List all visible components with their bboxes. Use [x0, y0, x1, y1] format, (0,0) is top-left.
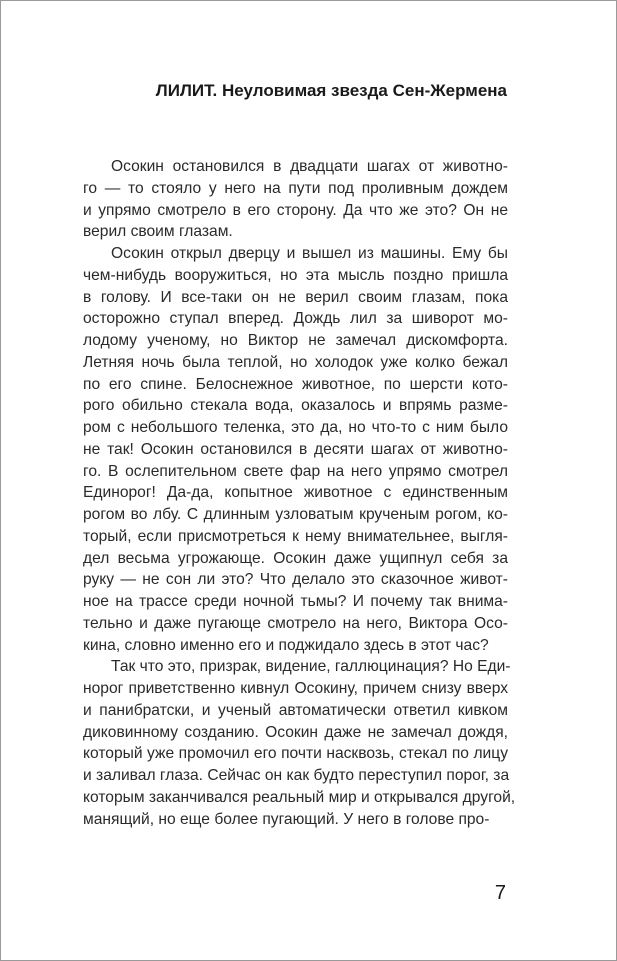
text-line: и панибратски, и ученый автоматически ответил кивком — [83, 701, 508, 719]
text-line: го. В ослепительном свете фар на него упрямо смотрел — [83, 462, 508, 480]
text-line: Осокин остановился в двадцати шагах от животно- — [111, 158, 508, 175]
text-line: диковинному созданию. Осокин даже не замечал дождя, — [83, 723, 508, 741]
text-line: и упрямо смотрело в его сторону. Да что же это? Он не — [83, 201, 508, 219]
text-line: верил своим глазам. — [83, 223, 233, 241]
text-line: руку — не сон ли это? Что делало это сказочное живот- — [83, 571, 508, 589]
text-line: го — то стояло у него на пути под проливным дождем — [83, 179, 508, 197]
text-line: Единорог! Да-да, копытное животное с единственным — [83, 484, 508, 502]
text-line: не так! Осокин остановился в десяти шагах от животно- — [83, 440, 508, 458]
text-line: и заливал глаза. Сейчас он как будто переступил порог, за — [83, 767, 510, 784]
text-line: Летняя ночь была теплой, но холодок уже колко бежал — [83, 353, 508, 371]
text-line: Так что это, призрак, видение, галлюцинация? Но Еди- — [111, 658, 511, 676]
text-line: ное на трассе среди ночной тьмы? И почему так внима- — [83, 593, 508, 610]
running-header: ЛИЛИТ. Неуловимая звезда Сен-Жермена — [155, 81, 507, 100]
text-line: в голову. И все-таки он не верил своим глазам, пока — [83, 288, 508, 306]
text-line: который уже промочил его почти насквозь, стекал по лицу — [83, 745, 508, 763]
text-line: ром с небольшого теленка, это да, но что-то с ним было — [83, 419, 508, 436]
text-line: кина, словно именно его и поджидало здесь в этот час? — [83, 636, 489, 654]
paragraph — [83, 656, 516, 830]
text-line: рогом во лбу. С длинным узловатым крученым рогом, ко- — [83, 506, 508, 523]
text-line: чем-нибудь вооружиться, но эта мысль поздно пришла — [83, 266, 508, 284]
text-line: по его спине. Белоснежное животное, по шерсти кото- — [83, 375, 508, 393]
paragraph — [83, 156, 508, 243]
text-line: Осокин открыл дверцу и вышел из машины. Ему бы — [111, 245, 508, 262]
body-text — [83, 156, 516, 830]
text-line: дел весьма угрожающе. Осокин даже ущипнул себя за — [83, 549, 508, 567]
text-line: рого обильно стекала вода, оказалось и впрямь разме- — [83, 397, 508, 415]
text-line: манящий, но еще более пугающий. У него в голове про- — [83, 810, 490, 828]
text-line: тельно и даже пугающе смотрело на него, Виктора Осо- — [83, 614, 508, 632]
text-line: норог приветственно кивнул Осокину, причем снизу вверх — [83, 680, 508, 697]
page-number: 7 — [494, 882, 506, 904]
paragraph — [83, 243, 508, 656]
text-line: которым заканчивался реальный мир и открывался другой, — [83, 788, 516, 806]
text-line: торый, если присмотреться к нему внимательнее, выгля- — [83, 527, 508, 545]
text-line: лодому ученому, но Виктор не замечал дискомфорта. — [83, 332, 508, 349]
text-line: осторожно ступал вперед. Дождь лил за шиворот мо- — [83, 310, 508, 328]
